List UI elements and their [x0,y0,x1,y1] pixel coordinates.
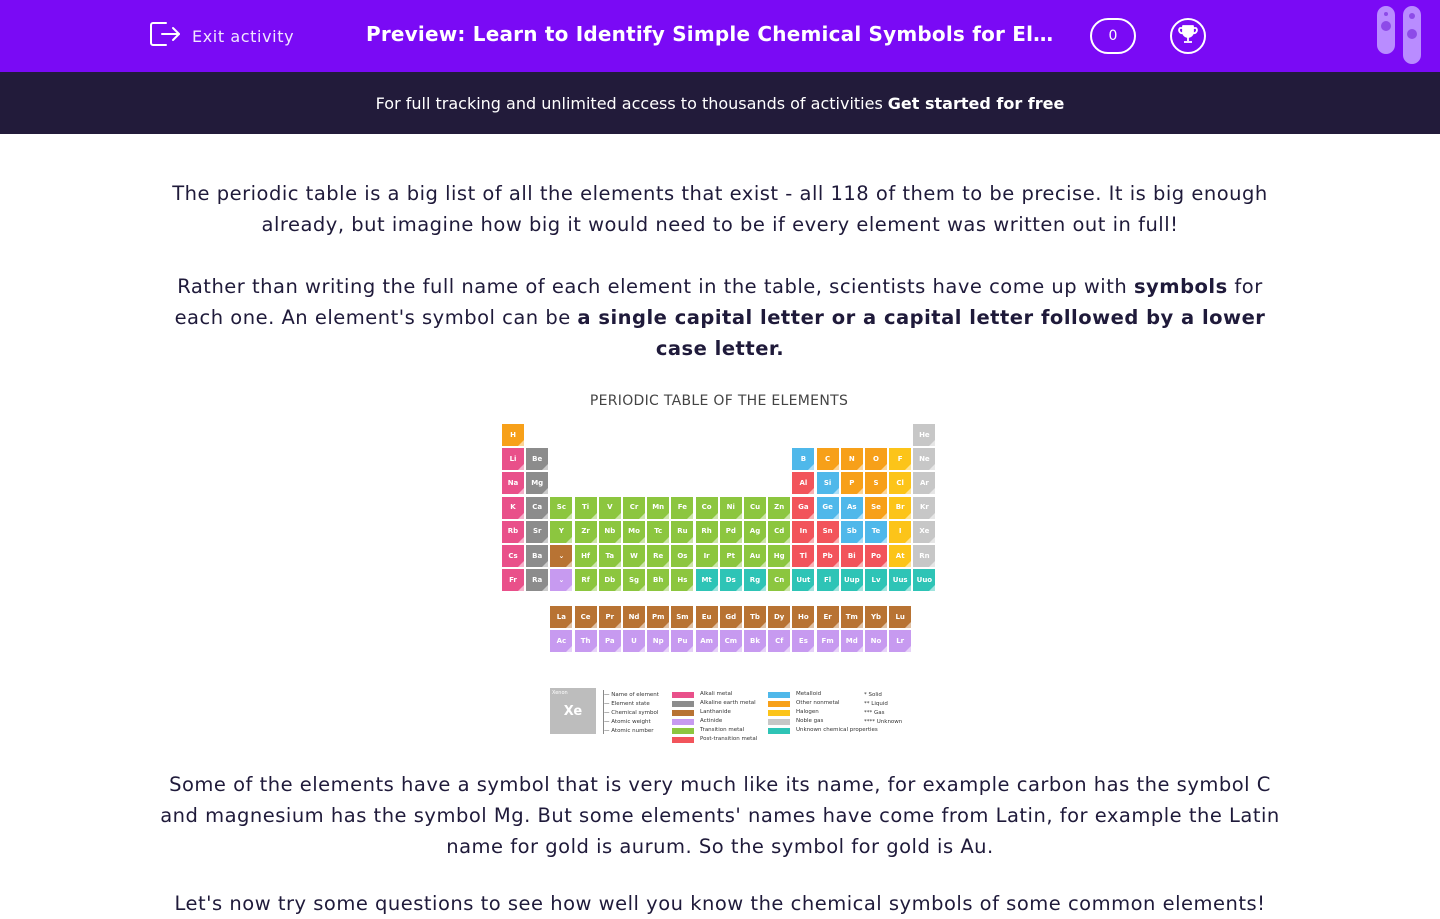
symbols-bold: symbols [1133,275,1228,298]
legend-swatch [672,701,694,707]
element-cell: Mg [526,472,548,494]
element-cell: La [550,606,572,628]
element-cell: Tl [792,545,814,567]
trophy-button[interactable] [1170,18,1206,54]
element-cell: Pb [817,545,839,567]
element-cell: Am [696,630,718,652]
element-cell: Db [599,569,621,591]
legend-state: * Solid [864,692,882,698]
element-cell: Gd [720,606,742,628]
legend-category: Noble gas [768,717,878,726]
legend-key-label: — Name of element [604,692,659,698]
legend-category: Halogen [768,708,878,717]
element-cell: Po [865,545,887,567]
legend-swatch [768,710,790,716]
element-cell: Ta [599,545,621,567]
element-cell: ⌄ [550,545,572,567]
symbols-paragraph [150,271,1290,364]
element-cell: Ac [550,630,572,652]
edplace-logo [1374,4,1430,64]
legend-swatch [768,692,790,698]
element-cell: Uus [889,569,911,591]
element-cell: Rn [913,545,935,567]
legend-category: Other nonmetal [768,699,878,708]
element-cell: Te [865,521,887,543]
element-cell: Ba [526,545,548,567]
element-cell: W [623,545,645,567]
legend-key-label: — Atomic number [604,728,654,734]
element-cell: Fr [502,569,524,591]
latin-paragraph: Some of the elements have a symbol that is very much like its name, for example carbon has the symbol C and magnesium has the symbol Mg. But some elements' names have come from Latin, for example the Latin name for gold is aurum. So the symbol for gold is Au. [160,773,1280,858]
legend-categories-a [672,690,757,744]
element-cell: Eu [696,606,718,628]
element-cell: ⌄ [550,569,572,591]
element-cell: Sc [550,497,572,519]
legend-swatch [768,728,790,734]
element-cell: Er [817,606,839,628]
element-cell: Mn [647,497,669,519]
legend-category: Transition metal [672,726,757,735]
legend-category: Alkaline earth metal [672,699,757,708]
element-cell: In [792,521,814,543]
element-cell: Pr [599,606,621,628]
element-cell: Mo [623,521,645,543]
get-started-link[interactable]: Get started for free [887,93,1065,113]
element-cell: Fe [671,497,693,519]
symbols-text-c: for each one. An element's symbol can be [174,275,1263,329]
element-cell: Br [889,497,911,519]
element-cell: Lr [889,630,911,652]
element-cell: Nd [623,606,645,628]
legend-example-symbol: Xe [550,688,596,734]
score-badge: 0 [1090,18,1136,54]
element-cell: Cn [768,569,790,591]
element-cell: Rg [744,569,766,591]
top-bar [0,0,1440,72]
symbols-text-a: Rather than writing the full name of each element in the table, scientists have come up with [177,275,1134,298]
element-cell: Es [792,630,814,652]
legend-example-name: Xenon [552,690,568,696]
element-cell: Na [502,472,524,494]
element-cell: P [841,472,863,494]
intro-paragraph: The periodic table is a big list of all the elements that exist - all 118 of them to be precise. It is big enough already, but imagine how big it would need to be if every element was written out in full! [172,182,1268,236]
element-cell: Pu [671,630,693,652]
element-cell: Cl [889,472,911,494]
element-cell: Al [792,472,814,494]
element-cell: Cu [744,497,766,519]
element-cell: Bh [647,569,669,591]
activity-title: Preview: Learn to Identify Simple Chemical Symbols for El… [366,22,1054,46]
element-cell: Pm [647,606,669,628]
element-cell: H [502,424,524,446]
element-cell: Ge [817,497,839,519]
element-cell: I [889,521,911,543]
element-cell: Ti [575,497,597,519]
element-cell: Ru [671,521,693,543]
element-cell: Y [550,521,572,543]
symbol-rule-bold: a single capital letter or a capital letter followed by a lower case letter. [577,306,1266,360]
exit-icon [148,19,182,53]
element-cell: Zn [768,497,790,519]
element-cell: Sg [623,569,645,591]
legend-category: Actinide [672,717,757,726]
element-cell: O [865,448,887,470]
element-cell: Si [817,472,839,494]
element-cell: Fl [817,569,839,591]
element-cell: As [841,497,863,519]
element-cell: Os [671,545,693,567]
element-cell: Ra [526,569,548,591]
exit-activity-button[interactable] [148,20,294,52]
element-cell: Tb [744,606,766,628]
promo-banner [0,72,1440,134]
element-cell: No [865,630,887,652]
trophy-icon [1176,22,1200,50]
element-cell: Lu [889,606,911,628]
element-cell: Uut [792,569,814,591]
element-cell: Ca [526,497,548,519]
element-cell: Pd [720,521,742,543]
element-cell: Li [502,448,524,470]
element-cell: Ne [913,448,935,470]
legend-state: **** Unknown [864,719,903,725]
promo-text: For full tracking and unlimited access to thousands of activities [375,93,883,113]
legend-states [864,691,902,727]
periodic-table-image [496,384,942,756]
element-cell: Ni [720,497,742,519]
element-cell: Bi [841,545,863,567]
element-cell: S [865,472,887,494]
element-cell: Nb [599,521,621,543]
element-cell: Ga [792,497,814,519]
element-cell: Md [841,630,863,652]
element-cell: Se [865,497,887,519]
element-cell: Be [526,448,548,470]
element-cell: Lv [865,569,887,591]
element-cell: Cd [768,521,790,543]
questions-paragraph: Let's now try some questions to see how well you know the chemical symbols of some common elements! [174,892,1266,915]
element-cell: Yb [865,606,887,628]
element-cell: U [623,630,645,652]
legend-swatch [768,701,790,707]
element-cell: Rh [696,521,718,543]
element-cell: Tc [647,521,669,543]
legend-category: Metalloid [768,690,878,699]
element-cell: Ds [720,569,742,591]
element-cell: He [913,424,935,446]
legend-state: ** Liquid [864,701,888,707]
legend-connector [596,690,604,734]
element-cell: Sr [526,521,548,543]
element-cell: Uup [841,569,863,591]
legend-state: *** Gas [864,710,885,716]
legend-category: Post-transition metal [672,735,757,744]
element-cell: At [889,545,911,567]
element-cell: Ho [792,606,814,628]
legend-key-labels [604,691,659,736]
element-cell: Sb [841,521,863,543]
element-cell: Pt [720,545,742,567]
element-cell: Fm [817,630,839,652]
legend-category: Unknown chemical properties [768,726,878,735]
legend-swatch [672,737,694,743]
element-cell: Zr [575,521,597,543]
element-cell: Ce [575,606,597,628]
element-cell: B [792,448,814,470]
legend-category: Alkali metal [672,690,757,699]
element-cell: Ir [696,545,718,567]
element-cell: V [599,497,621,519]
legend-swatch [672,728,694,734]
element-cell: Dy [768,606,790,628]
legend-categories-b [768,690,878,735]
element-cell: Hs [671,569,693,591]
element-cell: C [817,448,839,470]
periodic-table-title: PERIODIC TABLE OF THE ELEMENTS [589,393,849,409]
element-cell: Sn [817,521,839,543]
element-cell: N [841,448,863,470]
element-cell: Au [744,545,766,567]
element-cell: Sm [671,606,693,628]
element-cell: Xe [913,521,935,543]
element-cell: Cs [502,545,524,567]
element-cell: Cf [768,630,790,652]
legend-key-label: — Element state [604,701,650,707]
element-cell: Kr [913,497,935,519]
element-cell: K [502,497,524,519]
legend-swatch [672,719,694,725]
exit-activity-label: Exit activity [192,26,295,46]
element-cell: Bk [744,630,766,652]
legend-swatch [672,710,694,716]
element-cell: Ar [913,472,935,494]
element-cell: Th [575,630,597,652]
element-cell: Mt [696,569,718,591]
element-cell: Ag [744,521,766,543]
element-cell: Cr [623,497,645,519]
legend-swatch [672,692,694,698]
element-cell: F [889,448,911,470]
element-cell: Np [647,630,669,652]
element-cell: Tm [841,606,863,628]
legend-key-label: — Atomic weight [604,719,651,725]
element-cell: Hg [768,545,790,567]
legend-key-label: — Chemical symbol [604,710,659,716]
element-cell: Uuo [913,569,935,591]
element-cell: Hf [575,545,597,567]
legend-swatch [768,719,790,725]
element-cell: Rb [502,521,524,543]
element-cell: Cm [720,630,742,652]
element-cell: Co [696,497,718,519]
element-cell: Rf [575,569,597,591]
element-cell: Re [647,545,669,567]
legend-category: Lanthanide [672,708,757,717]
element-cell: Pa [599,630,621,652]
